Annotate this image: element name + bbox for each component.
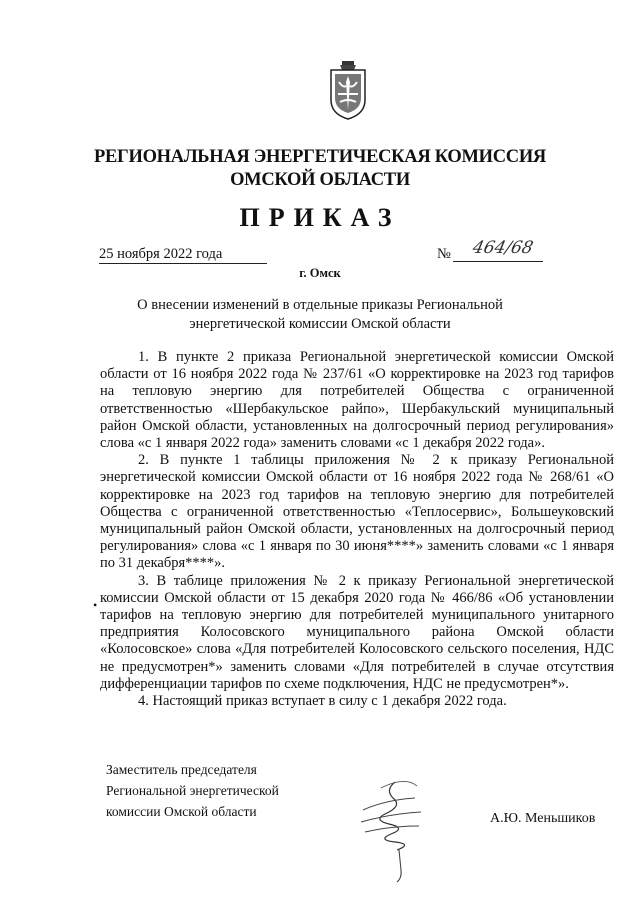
subject-line2: энергетической комиссии Омской области bbox=[189, 315, 451, 332]
signer-name: А.Ю. Меньшиков bbox=[490, 811, 596, 826]
paragraph-2: 2. В пункте 1 таблицы приложения № 2 к приказу Региональной энергетической комиссии Омской области от 16 ноября 2022 года № 268/61 «О корректировке на 2023 год тарифов на тепловую энергию для потребителей Общества с ограниченной ответственностью «Теплосервис», Большеуковский муниципальный район Омской области, установленных на долгосрочный период регулирования» слова «с 1 января по 30 июня****» заменить словами «с 1 января по 31 декабря****». bbox=[100, 452, 614, 572]
signatory-title-line3: комиссии Омской области bbox=[106, 804, 257, 819]
signatory-title bbox=[106, 759, 279, 822]
city: г. Омск bbox=[299, 266, 341, 280]
handwritten-number: 464/68 bbox=[470, 238, 535, 258]
signatory-title-line1: Заместитель председателя bbox=[106, 762, 257, 777]
paragraph-4: 4. Настоящий приказ вступает в силу с 1 декабря 2022 года. bbox=[138, 693, 507, 710]
number-underline bbox=[453, 261, 543, 262]
org-name-line1: РЕГИОНАЛЬНАЯ ЭНЕРГЕТИЧЕСКАЯ КОМИССИЯ bbox=[93, 147, 546, 167]
subject-line1: О внесении изменений в отдельные приказы Региональной bbox=[137, 297, 503, 313]
number-sign: № bbox=[437, 246, 451, 262]
signature-icon bbox=[355, 770, 445, 885]
order-number bbox=[437, 238, 545, 264]
paragraph-3: 3. В таблице приложения № 2 к приказу Региональной энергетической комиссии Омской области от 15 декабря 2020 года № 466/86 «Об установлении тарифов на тепловую энергию для потребителей муниципального унитарного предприятия Колосовского муниципального района Омской области «Колосовское» слова «Для потребителей Колосовского сельского поселения, НДС не предусмотрен*» заменить словами «Для потребителей в случае отсутствия дифференциации тарифов по схеме подключения, НДС не предусмотрен*». bbox=[100, 572, 614, 692]
order-subject bbox=[0, 296, 640, 333]
margin-dot: • bbox=[93, 598, 98, 612]
document-type-title: ПРИКАЗ bbox=[239, 203, 401, 232]
coat-of-arms-icon bbox=[327, 60, 369, 120]
paragraph-1: 1. В пункте 2 приказа Региональной энергетической комиссии Омской области от 16 ноября 2022 года № 237/61 «О корректировке на 2023 год тарифов на тепловую энергию для потребителей Общества с ограниченной ответственностью «Шербакульское райпо», Шербакульский муниципальный район Омской области, установленных на долгосрочный период регулирования» слова «с 1 января 2022 года» заменить словами «с 1 декабря 2022 года». bbox=[100, 349, 614, 452]
order-date: 25 ноября 2022 года bbox=[99, 246, 267, 264]
org-name-line2: ОМСКОЙ ОБЛАСТИ bbox=[230, 170, 410, 190]
order-body bbox=[100, 349, 614, 710]
signatory-title-line2: Региональной энергетической bbox=[106, 783, 279, 798]
